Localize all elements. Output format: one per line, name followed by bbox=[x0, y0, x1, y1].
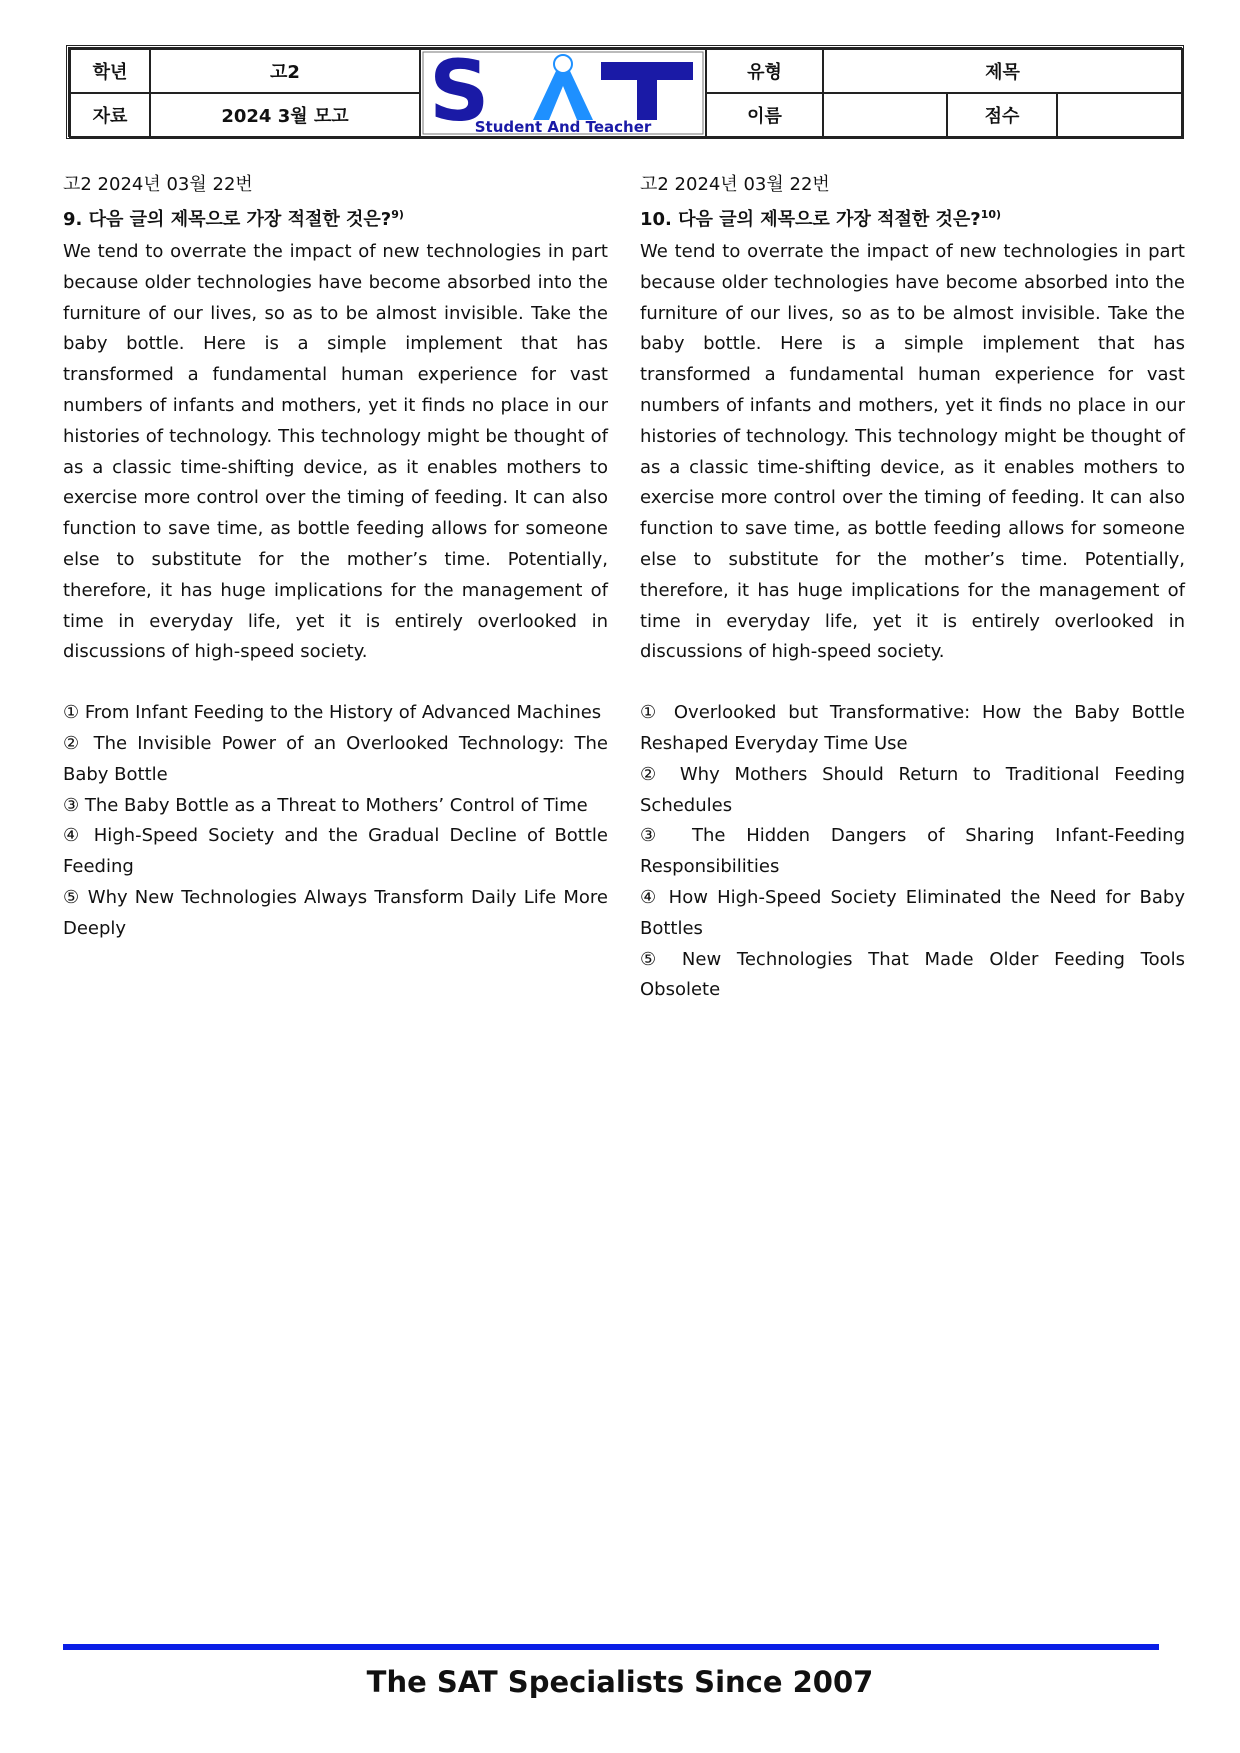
title-label: 제목 bbox=[823, 49, 1182, 93]
question-title: 10. 다음 글의 제목으로 가장 적절한 것은?$^{10)}$ bbox=[640, 208, 1002, 230]
answer-options bbox=[640, 698, 1185, 1006]
footer-divider bbox=[63, 1644, 1159, 1650]
name-field[interactable] bbox=[823, 93, 947, 137]
passage-text: We tend to overrate the impact of new technologies in part because older technologies have become absorbed into the furniture of our lives, so as to be almost invisible. Take the baby bottle. Here is a simple implement that has transformed a fundamental human experience for vast numbers of infants and mothers, yet it finds no place in our histories of technology. This technology might be thought of as a classic time-shifting device, as it enables mothers to exercise more control over the timing of feeding. It can also function to save time, as bottle feeding allows for someone else to substitute for the mother’s time. Potentially, therefore, it has huge implications for the management of time in everyday life, yet it is entirely overlooked in discussions of high-speed society. bbox=[640, 241, 1185, 663]
footnote-mark: 10) bbox=[980, 208, 1002, 221]
option-5[interactable]: ⑤ New Technologies That Made Older Feeding Tools Obsolete bbox=[640, 948, 1185, 1001]
option-3[interactable]: ③ The Hidden Dangers of Sharing Infant-Feeding Responsibilities bbox=[640, 825, 1185, 878]
option-4[interactable]: ④ High-Speed Society and the Gradual Decline of Bottle Feeding bbox=[63, 825, 608, 878]
question-title: 9. 다음 글의 제목으로 가장 적절한 것은?$^{9)}$ bbox=[63, 208, 404, 230]
option-1[interactable]: ① Overlooked but Transformative: How the Baby Bottle Reshaped Everyday Time Use bbox=[640, 702, 1185, 754]
type-label: 유형 bbox=[706, 49, 823, 93]
passage-text: We tend to overrate the impact of new technologies in part because older technologies have become absorbed into the furniture of our lives, so as to be almost invisible. Take the baby bottle. Here is a simple implement that has transformed a fundamental human experience for vast numbers of infants and mothers, yet it finds no place in our histories of technology. This technology might be thought of as a classic time-shifting device, as it enables mothers to exercise more control over the timing of feeding. It can also function to save time, as bottle feeding allows for someone else to substitute for the mother’s time. Potentially, therefore, it has huge implications for the management of time in everyday life, yet it is entirely overlooked in discussions of high-speed society. bbox=[63, 241, 608, 663]
name-label: 이름 bbox=[706, 93, 823, 137]
score-label: 점수 bbox=[947, 93, 1057, 137]
logo-letter-s: S bbox=[429, 50, 490, 136]
source-label: 자료 bbox=[70, 93, 150, 137]
logo-subtext: Student And Teacher bbox=[474, 118, 652, 136]
question-meta: 고2 2024년 03월 22번 bbox=[63, 174, 253, 195]
option-2[interactable]: ② Why Mothers Should Return to Traditional Feeding Schedules bbox=[640, 763, 1185, 816]
worksheet-header bbox=[66, 45, 1184, 139]
option-1[interactable]: ① From Infant Feeding to the History of Advanced Machines bbox=[63, 702, 602, 724]
footer-tagline: The SAT Specialists Since 2007 bbox=[366, 1665, 874, 1699]
question-10 bbox=[640, 170, 1185, 1006]
option-2[interactable]: ② The Invisible Power of an Overlooked Technology: The Baby Bottle bbox=[63, 732, 608, 785]
option-3[interactable]: ③ The Baby Bottle as a Threat to Mothers’ Control of Time bbox=[63, 794, 588, 816]
answer-options bbox=[63, 698, 608, 944]
score-field[interactable] bbox=[1057, 93, 1182, 137]
question-9 bbox=[63, 170, 608, 945]
sat-logo bbox=[420, 49, 706, 137]
option-4[interactable]: ④ How High-Speed Society Eliminated the Need for Baby Bottles bbox=[640, 886, 1185, 939]
option-5[interactable]: ⑤ Why New Technologies Always Transform Daily Life More Deeply bbox=[63, 886, 608, 939]
question-meta: 고2 2024년 03월 22번 bbox=[640, 174, 830, 195]
source-value: 2024 3월 모고 bbox=[150, 93, 420, 137]
grade-label: 학년 bbox=[70, 49, 150, 93]
footnote-mark: 9) bbox=[391, 208, 404, 221]
grade-value: 고2 bbox=[150, 49, 420, 93]
sat-logo-graphic bbox=[421, 50, 705, 136]
